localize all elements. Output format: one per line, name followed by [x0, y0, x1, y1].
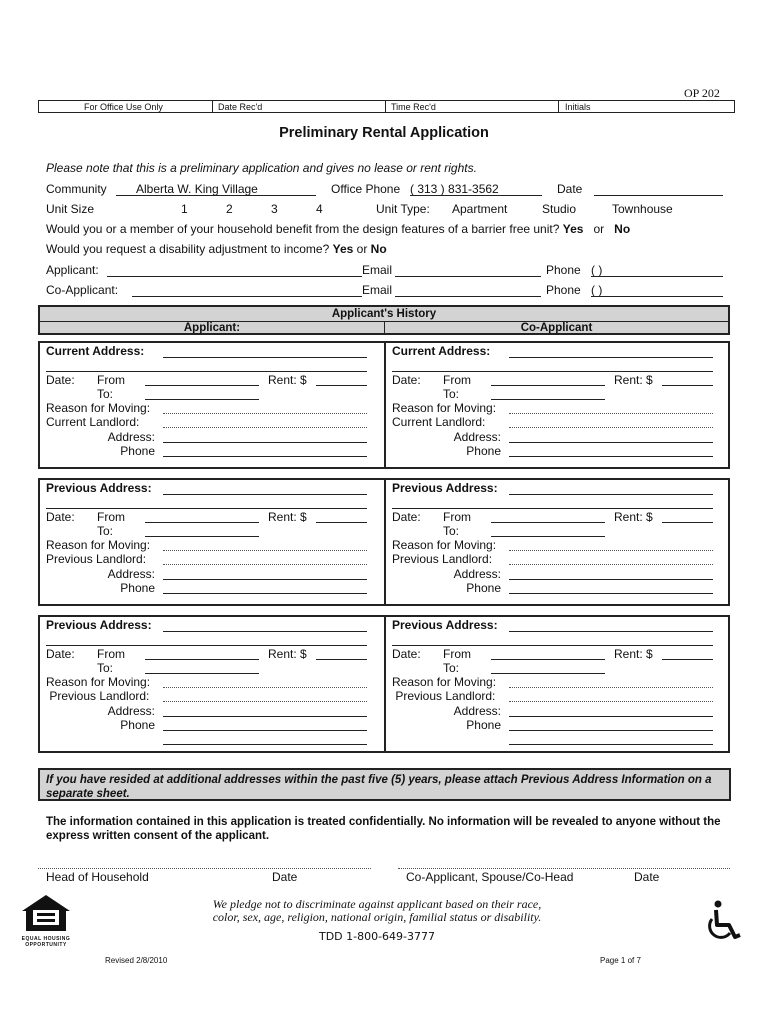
applicant-to-date-field[interactable]: [145, 536, 259, 537]
question-text: Would you or a member of your household benefit from the design features of a barrier free unit?: [46, 222, 560, 236]
applicant-address-field[interactable]: [163, 494, 367, 495]
disability-no[interactable]: No: [370, 242, 387, 256]
rent-label: Rent: $: [268, 510, 307, 524]
to-label: To:: [443, 661, 460, 675]
or-text: or: [593, 222, 605, 236]
landlord-address-label: Address:: [453, 430, 501, 444]
coapplicant-address-field[interactable]: [509, 631, 713, 632]
coapplicant-phone-label: Phone: [546, 283, 581, 297]
coapplicant-landlord-address-field[interactable]: [509, 579, 713, 580]
applicant-landlord-phone-field[interactable]: [163, 456, 367, 457]
divider: [212, 101, 213, 112]
address-title: Previous Address:: [392, 618, 498, 632]
divider: [385, 101, 386, 112]
to-label: To:: [97, 661, 114, 675]
applicant-label: Applicant:: [46, 263, 99, 277]
phone-paren: ( ): [591, 263, 603, 277]
date-field[interactable]: [594, 195, 723, 196]
barrier-free-no[interactable]: No: [614, 222, 631, 236]
date-recd-field[interactable]: Date Rec'd: [218, 102, 263, 112]
applicant-rent-field[interactable]: [316, 385, 367, 386]
form-code: OP 202: [684, 86, 720, 100]
landlord-address-label: Address:: [107, 430, 155, 444]
reason-label: Reason for Moving:: [46, 675, 151, 689]
landlord-address-label: Address:: [107, 567, 155, 581]
unit-size-option-3[interactable]: 3: [271, 202, 278, 216]
divider: [384, 480, 386, 604]
applicant-reason-field[interactable]: [163, 550, 367, 551]
rent-label: Rent: $: [268, 647, 307, 661]
landlord-phone-label: Phone: [466, 444, 501, 458]
coapplicant-extra-line[interactable]: [509, 744, 713, 745]
coapplicant-address-field[interactable]: [509, 357, 713, 358]
unit-type-apartment[interactable]: Apartment: [452, 202, 508, 216]
landlord-address-label: Address:: [107, 704, 155, 718]
wheelchair-icon: [704, 899, 744, 944]
office-phone-field[interactable]: ( 313 ) 831-3562: [410, 182, 499, 196]
applicant-landlord-field[interactable]: [163, 427, 367, 428]
coapplicant-column-header: Co-Applicant: [520, 322, 593, 334]
barrier-free-yes[interactable]: Yes: [562, 222, 584, 236]
community-field[interactable]: Alberta W. King Village: [136, 182, 258, 196]
applicant-landlord-address-field[interactable]: [163, 579, 367, 580]
preliminary-note: Please note that this is a preliminary application and gives no lease or rent rights.: [46, 161, 477, 175]
applicant-from-date-field[interactable]: [145, 522, 259, 523]
applicant-landlord-phone-field[interactable]: [163, 593, 367, 594]
coapplicant-landlord-phone-field[interactable]: [509, 593, 713, 594]
pledge-line-1: We pledge not to discriminate against applicant based on their race,: [212, 897, 542, 911]
reason-label: Reason for Moving:: [46, 538, 151, 552]
landlord-label: Previous Landlord:: [392, 689, 496, 703]
applicant-to-date-field[interactable]: [145, 673, 259, 674]
coapplicant-rent-field[interactable]: [662, 385, 713, 386]
from-label: From: [443, 373, 471, 387]
landlord-phone-label: Phone: [120, 718, 155, 732]
revised-date: Revised 2/8/2010: [105, 956, 168, 965]
landlord-phone-label: Phone: [120, 581, 155, 595]
applicant-reason-field[interactable]: [163, 413, 367, 414]
reason-label: Reason for Moving:: [392, 538, 497, 552]
unit-size-option-1[interactable]: 1: [181, 202, 188, 216]
landlord-label: Previous Landlord:: [392, 552, 493, 566]
applicant-rent-field[interactable]: [316, 522, 367, 523]
coapplicant-landlord-field[interactable]: [509, 427, 713, 428]
time-recd-field[interactable]: Time Rec'd: [391, 102, 436, 112]
landlord-label: Previous Landlord:: [46, 689, 150, 703]
date-label: Date:: [46, 373, 75, 387]
landlord-label: Current Landlord:: [46, 415, 140, 429]
date-label: Date: [634, 870, 660, 884]
address-title: Previous Address:: [392, 481, 498, 495]
to-label: To:: [443, 387, 460, 401]
coapplicant-address-field-line-2[interactable]: [392, 371, 713, 372]
page-title: Preliminary Rental Application: [279, 125, 489, 141]
applicant-phone-field[interactable]: [591, 276, 723, 277]
applicant-name-field[interactable]: [107, 276, 362, 277]
initials-field[interactable]: Initials: [565, 102, 591, 112]
applicant-email-label: Email: [362, 263, 393, 277]
date-label: Date: [272, 870, 298, 884]
applicant-phone-label: Phone: [546, 263, 581, 277]
applicant-extra-line[interactable]: [163, 744, 367, 745]
unit-size-label: Unit Size: [46, 202, 95, 216]
coapplicant-reason-field[interactable]: [509, 550, 713, 551]
head-signature-line[interactable]: [38, 868, 371, 869]
disability-question: [46, 243, 387, 255]
from-label: From: [443, 647, 471, 661]
address-title: Current Address:: [46, 344, 145, 358]
coapplicant-address-field-line-2[interactable]: [392, 508, 713, 509]
divider: [384, 617, 386, 751]
page-number: Page 1 of 7: [600, 956, 641, 965]
applicant-address-field-line-2[interactable]: [46, 645, 367, 646]
address-title: Previous Address:: [46, 618, 152, 632]
coapplicant-landlord-field[interactable]: [509, 564, 713, 565]
applicant-landlord-address-field[interactable]: [163, 442, 367, 443]
coapplicant-landlord-phone-field[interactable]: [509, 456, 713, 457]
coapplicant-label: Co-Applicant:: [46, 283, 119, 297]
coapplicant-landlord-phone-field[interactable]: [509, 730, 713, 731]
coapplicant-from-date-field[interactable]: [491, 522, 605, 523]
landlord-phone-label: Phone: [466, 718, 501, 732]
coapplicant-reason-field[interactable]: [509, 687, 713, 688]
date-label: Date:: [392, 373, 421, 387]
applicant-from-date-field[interactable]: [145, 385, 259, 386]
logo-text: EQUAL HOUSING OPPORTUNITY: [21, 936, 71, 948]
coapplicant-address-field-line-2[interactable]: [392, 645, 713, 646]
date-label: Date:: [46, 510, 75, 524]
coapplicant-email-field[interactable]: [395, 296, 541, 297]
community-label: Community: [46, 182, 107, 196]
applicant-from-date-field[interactable]: [145, 659, 259, 660]
to-label: To:: [97, 387, 114, 401]
coapplicant-landlord-address-field[interactable]: [509, 716, 713, 717]
from-label: From: [97, 647, 125, 661]
reason-label: Reason for Moving:: [392, 401, 497, 415]
coapplicant-email-label: Email: [362, 283, 393, 297]
coapplicant-to-date-field[interactable]: [491, 399, 605, 400]
applicant-landlord-address-field[interactable]: [163, 716, 367, 717]
to-label: To:: [97, 524, 114, 538]
reason-label: Reason for Moving:: [46, 401, 151, 415]
coapplicant-address-field[interactable]: [509, 494, 713, 495]
address-title: Previous Address:: [46, 481, 152, 495]
coapplicant-reason-field[interactable]: [509, 413, 713, 414]
coapplicant-to-date-field[interactable]: [491, 536, 605, 537]
co-signature-line[interactable]: [398, 868, 730, 869]
rent-label: Rent: $: [614, 647, 653, 661]
coapplicant-rent-field[interactable]: [662, 522, 713, 523]
applicant-rent-field[interactable]: [316, 659, 367, 660]
rent-label: Rent: $: [614, 373, 653, 387]
address-title: Current Address:: [392, 344, 491, 358]
applicant-email-field[interactable]: [395, 276, 541, 277]
tdd-number: TDD 1-800-649-3777: [318, 930, 436, 943]
coapplicant-to-date-field[interactable]: [491, 673, 605, 674]
applicant-address-field[interactable]: [163, 631, 367, 632]
applicant-landlord-field[interactable]: [163, 701, 367, 702]
coapplicant-name-field[interactable]: [132, 296, 362, 297]
coapplicant-landlord-field[interactable]: [509, 701, 713, 702]
confidentiality-notice: The information contained in this application is treated confidentially. No information will be revealed to anyone without the express written consent of the applicant.: [46, 816, 721, 842]
to-label: To:: [443, 524, 460, 538]
applicant-address-field-line-2[interactable]: [46, 508, 367, 509]
disability-yes[interactable]: Yes: [332, 242, 354, 256]
coapplicant-landlord-address-field[interactable]: [509, 442, 713, 443]
date-label: Date: [557, 182, 583, 196]
reason-label: Reason for Moving:: [392, 675, 497, 689]
unit-type-studio[interactable]: Studio: [542, 202, 577, 216]
unit-size-option-4[interactable]: 4: [316, 202, 323, 216]
rent-label: Rent: $: [268, 373, 307, 387]
pledge-line-2: color, sex, age, religion, national origin, familial status or disability.: [212, 910, 542, 924]
history-header: [38, 305, 730, 335]
from-label: From: [443, 510, 471, 524]
office-use-box: [38, 100, 735, 113]
applicant-address-field[interactable]: [163, 357, 367, 358]
applicant-reason-field[interactable]: [163, 687, 367, 688]
head-of-household-label: Head of Household: [46, 870, 149, 884]
question-text: Would you request a disability adjustment to income?: [46, 242, 330, 256]
additional-address-note: If you have resided at additional addresses within the past five (5) years, please attach Previous Address Information on a separate sheet.: [38, 768, 731, 801]
from-label: From: [97, 510, 125, 524]
co-applicant-label: Co-Applicant, Spouse/Co-Head: [406, 870, 574, 884]
from-label: From: [97, 373, 125, 387]
divider: [384, 343, 386, 467]
applicant-landlord-field[interactable]: [163, 564, 367, 565]
coapplicant-rent-field[interactable]: [662, 659, 713, 660]
coapplicant-from-date-field[interactable]: [491, 659, 605, 660]
unit-type-townhouse[interactable]: Townhouse: [612, 202, 673, 216]
landlord-address-label: Address:: [453, 704, 501, 718]
landlord-phone-label: Phone: [120, 444, 155, 458]
date-label: Date:: [392, 510, 421, 524]
landlord-label: Current Landlord:: [392, 415, 486, 429]
applicant-column-header: Applicant:: [40, 321, 385, 335]
unit-type-label: Unit Type:: [376, 202, 430, 216]
barrier-free-question: [46, 223, 630, 235]
history-title: Applicant's History: [40, 307, 728, 322]
applicant-address-field-line-2[interactable]: [46, 371, 367, 372]
divider: [558, 101, 559, 112]
landlord-phone-label: Phone: [466, 581, 501, 595]
coapplicant-phone-field[interactable]: [591, 296, 723, 297]
date-label: Date:: [392, 647, 421, 661]
applicant-to-date-field[interactable]: [145, 399, 259, 400]
office-phone-label: Office Phone: [331, 182, 401, 196]
landlord-label: Previous Landlord:: [46, 552, 147, 566]
phone-paren: ( ): [591, 283, 603, 297]
coapplicant-from-date-field[interactable]: [491, 385, 605, 386]
or-text: or: [356, 242, 368, 256]
landlord-address-label: Address:: [453, 567, 501, 581]
date-label: Date:: [46, 647, 75, 661]
office-use-label: For Office Use Only: [84, 102, 163, 112]
unit-size-option-2[interactable]: 2: [226, 202, 233, 216]
applicant-landlord-phone-field[interactable]: [163, 730, 367, 731]
rent-label: Rent: $: [614, 510, 653, 524]
